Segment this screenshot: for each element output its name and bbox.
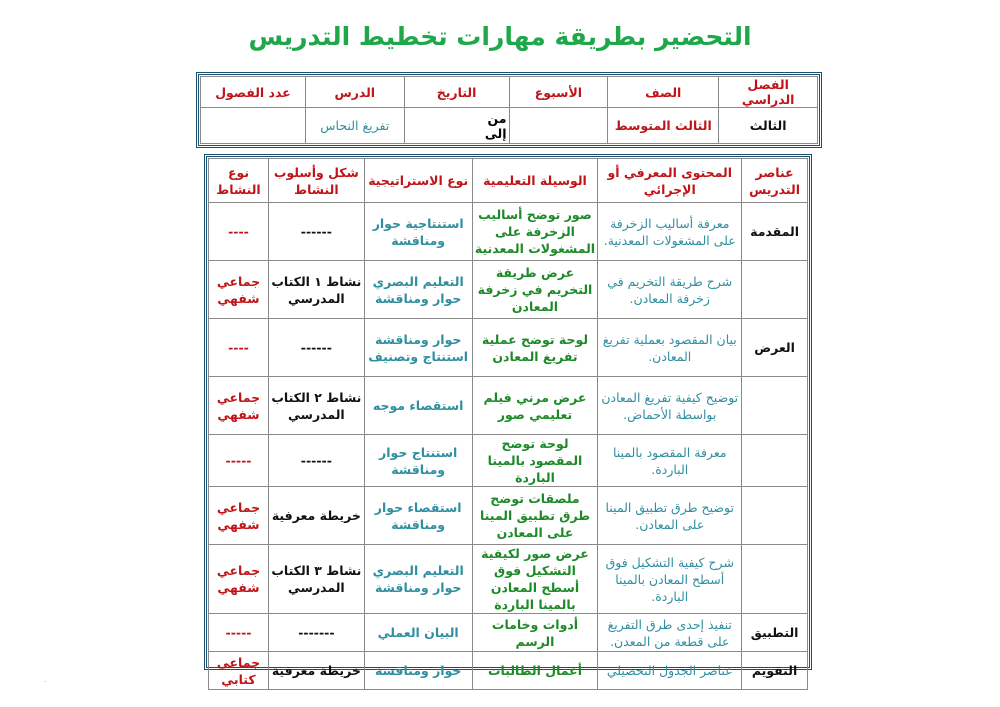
element-cell bbox=[742, 487, 808, 545]
activity-type-cell: جماعي شفهي bbox=[209, 545, 269, 614]
strategy-cell: استقصاء موجه bbox=[364, 377, 472, 435]
lesson-plan-table bbox=[204, 154, 812, 687]
strategy-cell: استنتاج حوار ومناقشة bbox=[364, 435, 472, 487]
content-cell: عناصر الجدول التحصيلي bbox=[598, 652, 742, 690]
header-week: الأسبوع bbox=[509, 77, 608, 108]
activity-type-cell: ---- bbox=[209, 319, 269, 377]
activity-form-cell: ------ bbox=[268, 435, 364, 487]
aid-cell: أعمال الطالبات bbox=[472, 652, 598, 690]
activity-form-cell: نشاط ١ الكتاب المدرسي bbox=[268, 261, 364, 319]
activity-form-cell: خريطة معرفية bbox=[268, 487, 364, 545]
strategy-cell: استقصاء حوار ومناقشة bbox=[364, 487, 472, 545]
activity-type-cell: ----- bbox=[209, 614, 269, 652]
header-semester: الفصل الدراسي bbox=[719, 77, 818, 108]
strategy-cell: استنتاجية حوار ومناقشة bbox=[364, 203, 472, 261]
aid-cell: صور توضح أساليب الزخرفة على المشغولات المعدنية bbox=[472, 203, 598, 261]
aid-cell: عرض مرني فيلم تعليمي صور bbox=[472, 377, 598, 435]
header-grade: الصف bbox=[608, 77, 719, 108]
content-cell: توضيح طرق تطبيق المينا على المعادن. bbox=[598, 487, 742, 545]
content-cell: معرفة المقصود بالمينا الباردة. bbox=[598, 435, 742, 487]
plan-row bbox=[209, 652, 808, 690]
plan-row bbox=[209, 487, 808, 545]
semester-value: الثالث bbox=[719, 108, 818, 144]
element-cell bbox=[742, 261, 808, 319]
element-cell bbox=[742, 377, 808, 435]
activity-form-cell: ------- bbox=[268, 614, 364, 652]
activity-form-cell: ------ bbox=[268, 319, 364, 377]
aid-cell: عرض طريقة التخريم في زخرفة المعادن bbox=[472, 261, 598, 319]
aid-cell: عرض صور لكيفية التشكيل فوق أسطح المعادن بالمينا الباردة bbox=[472, 545, 598, 614]
strategy-cell: البيان العملي bbox=[364, 614, 472, 652]
content-cell: تنفيذ إحدى طرق التفريغ على قطعة من المعدن. bbox=[598, 614, 742, 652]
aid-cell: لوحة توضح عملية تفريغ المعادن bbox=[472, 319, 598, 377]
aid-cell: لوحة توضح المقصود بالمينا الباردة bbox=[472, 435, 598, 487]
header-lesson: الدرس bbox=[305, 77, 404, 108]
plan-row bbox=[209, 377, 808, 435]
date-from-label: من bbox=[487, 110, 507, 126]
header-activity-form: شكل وأسلوب النشاط bbox=[268, 159, 364, 203]
element-cell: العرض bbox=[742, 319, 808, 377]
content-cell: توضيح كيفية تفريغ المعادن بواسطة الأحماض. bbox=[598, 377, 742, 435]
activity-type-cell: جماعي شفهي bbox=[209, 261, 269, 319]
content-cell: شرح كيفية التشكيل فوق أسطح المعادن بالمينا الباردة. bbox=[598, 545, 742, 614]
plan-row bbox=[209, 545, 808, 614]
header-elements: عناصر التدريس bbox=[742, 159, 808, 203]
activity-form-cell: خريطة معرفية bbox=[268, 652, 364, 690]
content-cell: شرح طريقة التخريم في زخرفة المعادن. bbox=[598, 261, 742, 319]
grade-value: الثالث المتوسط bbox=[608, 108, 719, 144]
date-to-label: إلى bbox=[484, 125, 507, 141]
classes-count-value bbox=[201, 108, 306, 144]
aid-cell: أدوات وخامات الرسم bbox=[472, 614, 598, 652]
content-cell: معرفة أساليب الزخرفة على المشغولات المعدنية. bbox=[598, 203, 742, 261]
element-cell: التطبيق bbox=[742, 614, 808, 652]
footer-mark: . bbox=[44, 675, 47, 684]
lesson-info-table bbox=[196, 72, 822, 148]
info-header-row bbox=[201, 77, 818, 108]
lesson-value: تفريغ النحاس bbox=[305, 108, 404, 144]
info-value-row bbox=[201, 108, 818, 144]
plan-row bbox=[209, 203, 808, 261]
activity-form-cell: نشاط ٣ الكتاب المدرسي bbox=[268, 545, 364, 614]
plan-row bbox=[209, 261, 808, 319]
header-classes-count: عدد الفصول bbox=[201, 77, 306, 108]
element-cell: التقويم bbox=[742, 652, 808, 690]
plan-row bbox=[209, 614, 808, 652]
activity-type-cell: جماعي كتابي bbox=[209, 652, 269, 690]
strategy-cell: التعليم البصري حوار ومناقشة bbox=[364, 261, 472, 319]
strategy-cell: حوار ومناقشة bbox=[364, 652, 472, 690]
plan-body bbox=[209, 203, 808, 690]
element-cell: المقدمة bbox=[742, 203, 808, 261]
plan-row bbox=[209, 435, 808, 487]
week-value bbox=[509, 108, 608, 144]
activity-form-cell: نشاط ٢ الكتاب المدرسي bbox=[268, 377, 364, 435]
strategy-cell: التعليم البصري حوار ومناقشة bbox=[364, 545, 472, 614]
activity-type-cell: جماعي شفهي bbox=[209, 377, 269, 435]
header-aid: الوسيلة التعليمية bbox=[472, 159, 598, 203]
header-content: المحتوى المعرفي أو الإجرائي bbox=[598, 159, 742, 203]
date-value bbox=[404, 108, 509, 144]
activity-form-cell: ------ bbox=[268, 203, 364, 261]
header-date: التاريخ bbox=[404, 77, 509, 108]
header-activity-type: نوع النشاط bbox=[209, 159, 269, 203]
activity-type-cell: جماعي شفهي bbox=[209, 487, 269, 545]
aid-cell: ملصقات توضح طرق تطبيق المينا على المعادن bbox=[472, 487, 598, 545]
activity-type-cell: ---- bbox=[209, 203, 269, 261]
plan-header-row bbox=[209, 159, 808, 203]
strategy-cell: حوار ومناقشة استنتاج وتصنيف bbox=[364, 319, 472, 377]
page-title: التحضير بطريقة مهارات تخطيط التدريس bbox=[248, 22, 752, 51]
plan-row bbox=[209, 319, 808, 377]
activity-type-cell: ----- bbox=[209, 435, 269, 487]
header-strategy: نوع الاستراتيجية bbox=[364, 159, 472, 203]
content-cell: بيان المقصود بعملية تفريغ المعادن. bbox=[598, 319, 742, 377]
element-cell bbox=[742, 435, 808, 487]
element-cell bbox=[742, 545, 808, 614]
